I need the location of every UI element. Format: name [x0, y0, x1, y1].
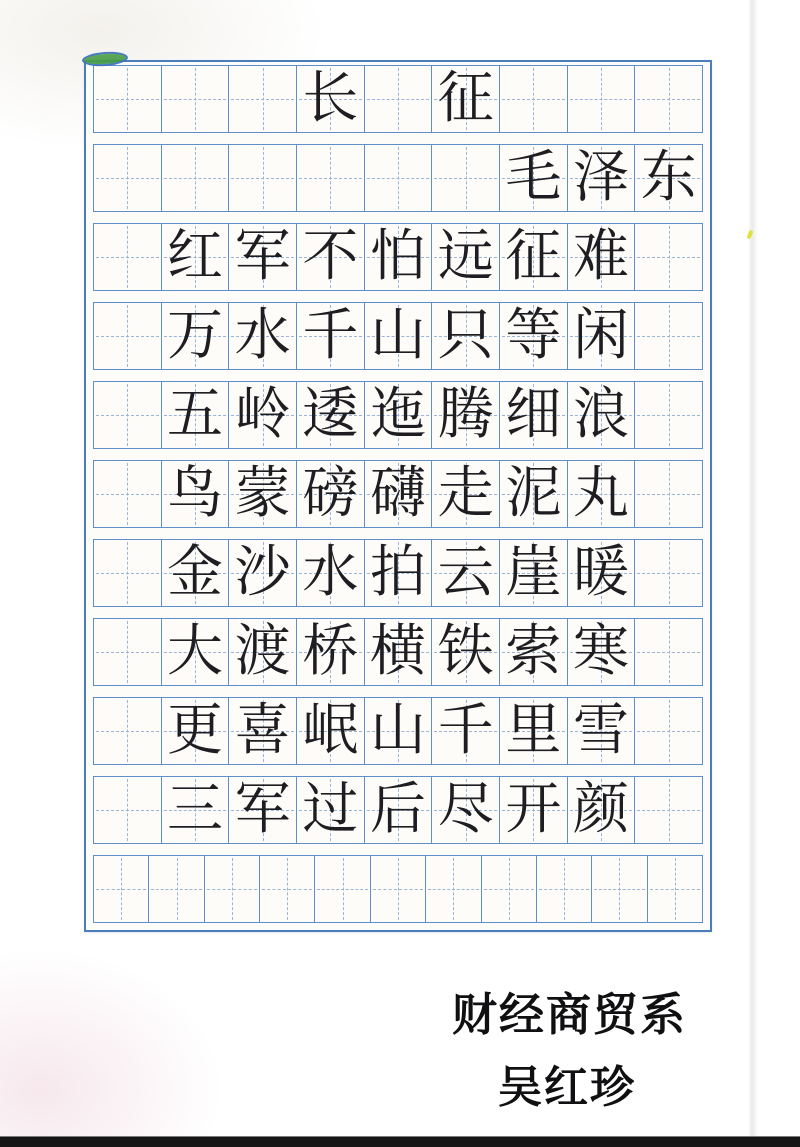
- grid-cell: [365, 618, 433, 686]
- handwritten-character: 千: [302, 303, 359, 368]
- handwritten-character: 礴: [370, 461, 427, 526]
- handwritten-character: 崖: [505, 540, 562, 605]
- grid-cell: [205, 855, 260, 923]
- grid-band: [93, 697, 703, 765]
- grid-cell: [635, 539, 703, 607]
- grid-cell: [162, 776, 230, 844]
- grid-cell: [500, 381, 568, 449]
- grid-cell: [365, 223, 433, 291]
- grid-cell: [297, 460, 365, 528]
- grid-cell: [229, 381, 297, 449]
- grid-cell: [537, 855, 592, 923]
- grid-cell: [432, 460, 500, 528]
- handwritten-character: 泽: [573, 145, 630, 210]
- grid-cell: [297, 539, 365, 607]
- handwritten-character: 磅: [302, 461, 359, 526]
- handwritten-character: 索: [505, 619, 562, 684]
- handwritten-character: 更: [167, 698, 223, 763]
- grid-cell: [500, 776, 568, 844]
- handwritten-character: 浪: [573, 382, 630, 447]
- grid-cell: [229, 776, 297, 844]
- grid-cell: [297, 381, 365, 449]
- grid-cell: [432, 223, 500, 291]
- grid-cell: [365, 302, 433, 370]
- grid-cell: [568, 460, 636, 528]
- grid-band: [93, 65, 703, 133]
- handwritten-character: 军: [234, 224, 291, 289]
- grid-cell: [371, 855, 426, 923]
- handwritten-character: 细: [505, 382, 562, 447]
- grid-cell: [500, 697, 568, 765]
- grid-band: [93, 776, 703, 844]
- footer-signature: 吴红珍: [498, 1062, 636, 1113]
- grid-cell: [500, 460, 568, 528]
- handwritten-character: 颜: [573, 777, 630, 842]
- handwritten-character: 毛: [505, 145, 562, 210]
- handwritten-character: 远: [437, 224, 494, 289]
- grid-cell: [297, 65, 365, 133]
- grid-cell: [162, 223, 230, 291]
- grid-cell: [149, 855, 204, 923]
- handwritten-character: 岷: [302, 698, 359, 763]
- handwritten-character: 桥: [302, 619, 359, 684]
- grid-cell: [635, 460, 703, 528]
- grid-cell: [500, 223, 568, 291]
- handwritten-character: 怕: [370, 224, 427, 289]
- grid-cell: [260, 855, 315, 923]
- grid-cell: [365, 381, 433, 449]
- grid-band: [93, 302, 703, 370]
- grid-cell: [568, 539, 636, 607]
- grid-cell: [568, 302, 636, 370]
- handwritten-character: 三: [167, 777, 223, 842]
- handwritten-character: 等: [505, 303, 562, 368]
- grid-cell: [568, 65, 636, 133]
- handwritten-character: 里: [505, 698, 562, 763]
- handwritten-character: 水: [302, 540, 359, 605]
- photo-bottom-edge: [0, 1136, 800, 1147]
- handwritten-character: 大: [167, 619, 223, 684]
- grid-cell: [568, 381, 636, 449]
- handwritten-character: 过: [302, 777, 359, 842]
- grid-cell: [635, 223, 703, 291]
- handwritten-character: 沙: [234, 540, 291, 605]
- grid-cell: [482, 855, 537, 923]
- grid-cell: [500, 302, 568, 370]
- grid-cell: [365, 144, 433, 212]
- grid-cell: [93, 618, 162, 686]
- grid-cell: [432, 776, 500, 844]
- grid-cell: [432, 539, 500, 607]
- handwritten-character: 征: [505, 224, 562, 289]
- grid-band: [93, 539, 703, 607]
- handwritten-character: 寒: [573, 619, 630, 684]
- grid-cell: [432, 697, 500, 765]
- handwritten-character: 五: [167, 382, 223, 447]
- grid-cell: [365, 697, 433, 765]
- grid-cell: [229, 223, 297, 291]
- handwritten-character: 东: [640, 145, 697, 210]
- grid-cell: [568, 776, 636, 844]
- grid-cell: [93, 302, 162, 370]
- grid-band: [93, 618, 703, 686]
- handwritten-character: 闲: [573, 303, 630, 368]
- handwritten-character: 长: [302, 66, 359, 131]
- grid-cell: [500, 144, 568, 212]
- handwritten-character: 走: [437, 461, 494, 526]
- handwritten-character: 拍: [370, 540, 427, 605]
- grid-cell: [426, 855, 481, 923]
- grid-cell: [568, 697, 636, 765]
- grid-cell: [635, 776, 703, 844]
- grid-cell: [432, 618, 500, 686]
- handwritten-character: 后: [370, 777, 427, 842]
- grid-cell: [568, 618, 636, 686]
- grid-cell: [432, 381, 500, 449]
- handwritten-character: 不: [302, 224, 359, 289]
- handwritten-character: 渡: [234, 619, 291, 684]
- grid-band: [93, 381, 703, 449]
- grid-cell: [500, 539, 568, 607]
- handwritten-character: 蒙: [234, 461, 291, 526]
- grid-cell: [162, 381, 230, 449]
- handwritten-character: 军: [234, 777, 291, 842]
- grid-cell: [315, 855, 370, 923]
- grid-cell: [568, 223, 636, 291]
- grid-cell: [162, 460, 230, 528]
- grid-cell: [93, 65, 162, 133]
- handwritten-character: 尽: [437, 777, 494, 842]
- grid-cell: [432, 302, 500, 370]
- handwritten-character: 征: [437, 66, 494, 131]
- grid-cell: [365, 776, 433, 844]
- grid-cell: [500, 65, 568, 133]
- grid-cell: [635, 697, 703, 765]
- grid-cell: [162, 65, 230, 133]
- grid-cell: [93, 776, 162, 844]
- handwritten-character: 难: [573, 224, 630, 289]
- grid-cell: [297, 618, 365, 686]
- grid-cell: [500, 618, 568, 686]
- grid-cell: [229, 697, 297, 765]
- handwritten-character: 开: [505, 777, 562, 842]
- grid-cell: [229, 460, 297, 528]
- handwritten-character: 腾: [437, 382, 494, 447]
- handwritten-character: 岭: [234, 382, 291, 447]
- grid-cell: [93, 460, 162, 528]
- handwritten-character: 铁: [437, 619, 494, 684]
- footer-department: 财经商贸系: [452, 988, 688, 1041]
- grid-cell: [297, 697, 365, 765]
- handwritten-character: 暖: [573, 540, 630, 605]
- grid-cell: [93, 223, 162, 291]
- handwritten-character: 千: [437, 698, 494, 763]
- grid-cell: [162, 144, 230, 212]
- grid-cell: [635, 381, 703, 449]
- grid-cell: [162, 302, 230, 370]
- grid-cell: [297, 144, 365, 212]
- handwritten-character: 喜: [234, 698, 291, 763]
- grid-cell: [162, 618, 230, 686]
- grid-cell: [93, 855, 149, 923]
- grid-band: [93, 855, 703, 923]
- handwritten-character: 丸: [573, 461, 630, 526]
- grid-cell: [648, 855, 703, 923]
- handwritten-character: 山: [370, 303, 427, 368]
- grid-cell: [297, 223, 365, 291]
- handwritten-character: 雪: [573, 698, 630, 763]
- grid-cell: [93, 697, 162, 765]
- grid-cell: [297, 776, 365, 844]
- grid-band: [93, 144, 703, 212]
- grid-cell: [229, 144, 297, 212]
- grid-cell: [365, 460, 433, 528]
- grid-cell: [432, 144, 500, 212]
- handwritten-character: 只: [437, 303, 494, 368]
- grid-cell: [635, 65, 703, 133]
- handwritten-character: 鸟: [167, 461, 223, 526]
- grid-cell: [365, 65, 433, 133]
- grid-cell: [162, 697, 230, 765]
- grid-cell: [297, 302, 365, 370]
- handwritten-character: 横: [370, 619, 427, 684]
- handwritten-character: 逶: [302, 382, 359, 447]
- handwritten-character: 红: [167, 224, 223, 289]
- grid-cell: [568, 144, 636, 212]
- grid-cell: [229, 302, 297, 370]
- grid-cell: [229, 65, 297, 133]
- grid-cell: [592, 855, 647, 923]
- handwritten-character: 山: [370, 698, 427, 763]
- grid-sheet: [84, 60, 712, 932]
- grid-cell: [365, 539, 433, 607]
- handwritten-character: 泥: [505, 461, 562, 526]
- grid-cell: [93, 144, 162, 212]
- handwritten-character: 水: [234, 303, 291, 368]
- yellow-speck: [746, 230, 753, 240]
- grid-cell: [229, 618, 297, 686]
- handwritten-character: 万: [167, 303, 223, 368]
- handwritten-character: 迤: [370, 382, 427, 447]
- grid-band: [93, 460, 703, 528]
- grid-cell: [635, 302, 703, 370]
- grid-cell: [93, 381, 162, 449]
- grid-band: [93, 223, 703, 291]
- grid-cell: [635, 144, 703, 212]
- grid-cell: [635, 618, 703, 686]
- grid-cell: [93, 539, 162, 607]
- handwritten-character: 金: [167, 540, 223, 605]
- grid-cell: [432, 65, 500, 133]
- grid-cell: [229, 539, 297, 607]
- grid-cell: [162, 539, 230, 607]
- handwritten-character: 云: [437, 540, 494, 605]
